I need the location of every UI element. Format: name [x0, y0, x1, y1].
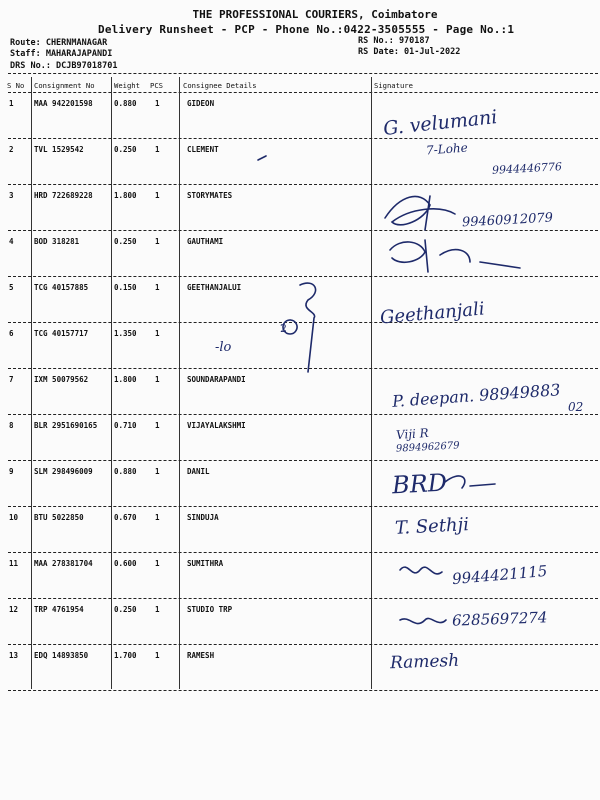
row-pcs: 1	[155, 283, 160, 292]
row-weight: 0.250	[114, 605, 137, 614]
signature-3-scribble	[425, 196, 430, 230]
row-consignment-no: IXM 50079562	[34, 375, 89, 384]
signature-6-dash	[258, 156, 266, 160]
runsheet-subtitle: Delivery Runsheet - PCP - Phone No.:0422-3505555 - Page No.:1	[98, 23, 515, 36]
row-pcs: 1	[155, 513, 160, 522]
row-consignment-no: MAA 278381704	[34, 559, 93, 568]
row-pcs: 1	[155, 651, 160, 660]
row-sno: 8	[9, 421, 14, 430]
signature-11-scribble	[400, 567, 442, 574]
row-consignment-no: BOD 318281	[34, 237, 80, 246]
margin-tick: -lo	[215, 340, 232, 355]
row-weight: 0.600	[114, 559, 137, 568]
row-separator	[8, 368, 598, 369]
row-weight: 0.250	[114, 145, 137, 154]
row-consignment-no: TRP 4761954	[34, 605, 84, 614]
row-consignment-no: BLR 2951690165	[34, 421, 98, 430]
row-separator	[8, 276, 598, 277]
row-consignment-no: EDQ 14893850	[34, 651, 89, 660]
row-sno: 3	[9, 191, 14, 200]
row-weight: 0.670	[114, 513, 137, 522]
row-weight: 0.250	[114, 237, 137, 246]
row-separator	[8, 690, 598, 691]
col-sno: S No	[7, 81, 25, 90]
row-pcs: 1	[155, 559, 160, 568]
row-sno: 9	[9, 467, 14, 476]
col-consignment: Consignment No	[34, 81, 95, 90]
row-separator	[8, 598, 598, 599]
row-pcs: 1	[155, 467, 160, 476]
row-consignment-no: TCG 40157885	[34, 283, 89, 292]
row-sno: 2	[9, 145, 14, 154]
row-pcs: 1	[155, 237, 160, 246]
row-sno: 6	[9, 329, 14, 338]
row-separator	[8, 322, 598, 323]
row-separator	[8, 230, 598, 231]
row-pcs: 1	[155, 191, 160, 200]
row-weight: 0.150	[114, 283, 137, 292]
row-consignment-no: TVL 1529542	[34, 145, 84, 154]
row-consignee: STUDIO TRP	[187, 605, 233, 614]
header-top-rule	[8, 73, 598, 74]
company-title: THE PROFESSIONAL COURIERS, Coimbatore	[192, 8, 438, 21]
row-consignment-no: SLM 298496009	[34, 467, 93, 476]
header-bottom-rule	[8, 92, 598, 93]
row-separator	[8, 414, 598, 415]
signature-7-suffix: 02	[568, 400, 584, 414]
row-sno: 11	[9, 559, 19, 568]
signature-9: BRD	[391, 468, 448, 500]
signature-3-scribble	[385, 196, 455, 224]
signature-8: Viji R	[395, 425, 430, 443]
row-sno: 13	[9, 651, 19, 660]
row-weight: 1.800	[114, 375, 137, 384]
row-pcs: 1	[155, 421, 160, 430]
row-consignee: RAMESH	[187, 651, 215, 660]
signature-5-bracket	[300, 283, 316, 372]
drs-number: DRS No.: DCJB97018701	[10, 61, 118, 71]
signature-1-note: 7-Lohe	[425, 140, 469, 158]
row-consignee: SINDUJA	[187, 513, 219, 522]
row-separator	[8, 184, 598, 185]
signature-4-scribble	[390, 240, 520, 272]
rs-number: RS No.: 970187	[358, 36, 430, 46]
row-weight: 1.800	[114, 191, 137, 200]
margin-circle-number: 2	[280, 322, 287, 335]
row-sno: 5	[9, 283, 14, 292]
row-consignee: GEETHANJALUI	[187, 283, 242, 292]
row-separator	[8, 460, 598, 461]
row-sno: 1	[9, 99, 14, 108]
staff-label: Staff: MAHARAJAPANDI	[10, 49, 113, 59]
row-weight: 0.880	[114, 467, 137, 476]
row-consignee: DANIL	[187, 467, 210, 476]
row-sno: 10	[9, 513, 19, 522]
row-pcs: 1	[155, 99, 160, 108]
row-consignee: VIJAYALAKSHMI	[187, 421, 246, 430]
row-separator	[8, 644, 598, 645]
signature-2: 9944446776	[491, 160, 563, 177]
signature-12-scribble	[400, 618, 446, 623]
row-sno: 12	[9, 605, 19, 614]
row-consignee: STORYMATES	[187, 191, 233, 200]
signature-1: G. velumani	[382, 106, 499, 140]
row-sno: 7	[9, 375, 14, 384]
row-pcs: 1	[155, 605, 160, 614]
row-separator	[8, 138, 598, 139]
row-consignee: SOUNDARAPANDI	[187, 375, 246, 384]
col-consignee: Consignee Details	[183, 81, 257, 90]
row-consignment-no: HRD 722689228	[34, 191, 93, 200]
signature-3: 99460912079	[461, 210, 554, 231]
rs-date: RS Date: 01-Jul-2022	[358, 47, 461, 57]
row-weight: 1.700	[114, 651, 137, 660]
signature-5: Geethanjali	[379, 298, 486, 329]
row-consignee: GIDEON	[187, 99, 215, 108]
row-consignee: GAUTHAMI	[187, 237, 224, 246]
row-weight: 1.350	[114, 329, 137, 338]
row-consignment-no: BTU 5022850	[34, 513, 84, 522]
route-label: Route: CHERNMANAGAR	[10, 38, 108, 48]
signature-13: Ramesh	[389, 650, 460, 674]
row-consignee: CLEMENT	[187, 145, 219, 154]
row-separator	[8, 552, 598, 553]
signature-7: P. deepan. 98949883	[391, 380, 562, 411]
row-consignee: SUMITHRA	[187, 559, 224, 568]
row-weight: 0.710	[114, 421, 137, 430]
signature-11: 9944421115	[451, 561, 549, 589]
row-consignment-no: TCG 40157717	[34, 329, 89, 338]
row-pcs: 1	[155, 375, 160, 384]
row-sno: 4	[9, 237, 14, 246]
signature-12: 6285697274	[451, 608, 548, 630]
row-pcs: 1	[155, 145, 160, 154]
col-signature: Signature	[374, 81, 413, 90]
row-weight: 0.880	[114, 99, 137, 108]
signature-9-scribble	[445, 476, 495, 488]
signature-8-phone: 9894962679	[395, 440, 460, 455]
row-consignment-no: MAA 942201598	[34, 99, 93, 108]
row-separator	[8, 506, 598, 507]
col-pcs: PCS	[150, 81, 163, 90]
row-pcs: 1	[155, 329, 160, 338]
col-weight: Weight	[114, 81, 140, 90]
signature-10: T. Sethji	[394, 514, 470, 539]
